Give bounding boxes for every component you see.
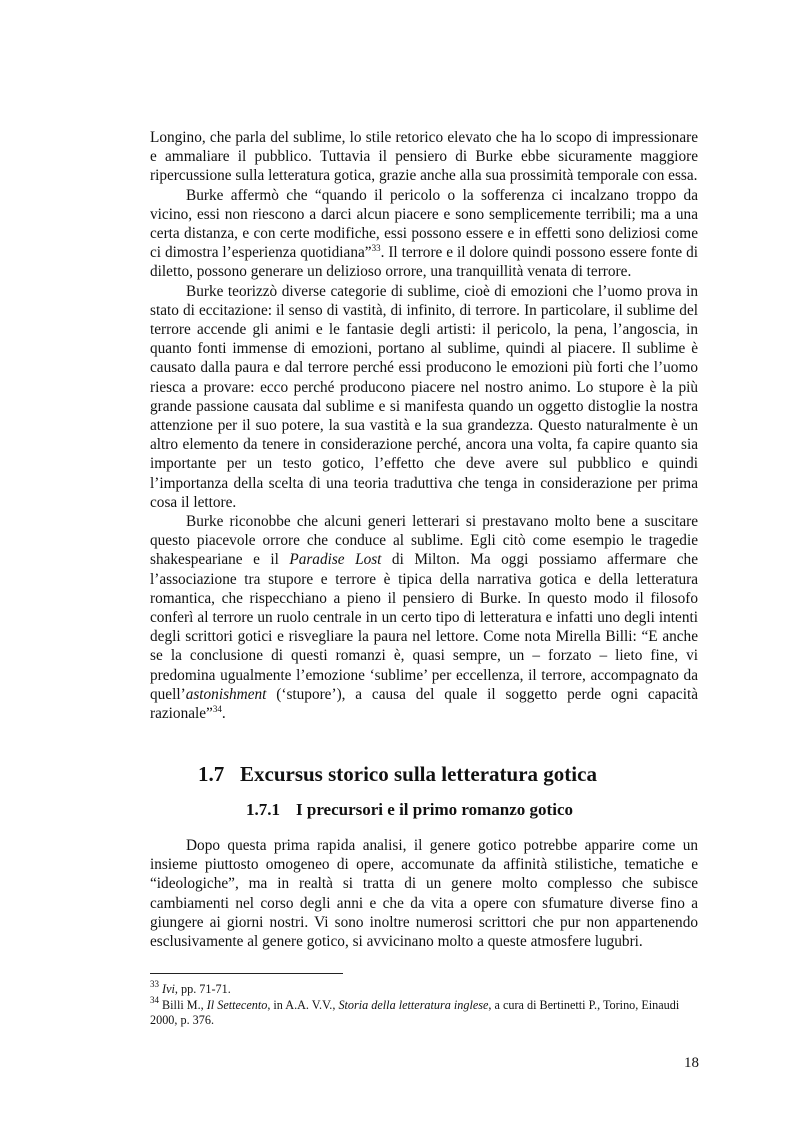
paragraph-3: Burke teorizzò diverse categorie di sublime, cioè di emozioni che l’uomo prova in stato di eccitazione: il senso di vastità, di infinito, di terrore. In particolare, il sublime del terrore accende gli animi e le fantasie degli artisti: il pericolo, la pena, l’angoscia, in quanto fonti immense di emozioni, portano al sublime, quindi al piacere. Il sublime è causato dalla paura e dal terrore perché essi producono le emozioni più forti che l’uomo riesca a provare: ecco perché producono piacere nel nostro animo. Lo stupore è la più grande passione causata dal sublime e si manifesta quando un oggetto distoglie la nostra attenzione per il suo potere, la sua vastità e la sua grandezza. Questo naturalmente è un altro elemento da tenere in considerazione perché, ancora una volta, fa capire quanto sia importante per un testo gotico, l’effetto che deve avere sul pubblico e quindi l’importanza della scelta di una teoria traduttiva che tenga in considerazione per prima cosa il lettore. [150, 282, 698, 511]
paragraph-4-part-a: Burke riconobbe che alcuni generi letterari si prestavano molto bene a suscitare questo piacevole orrore che conduce al sublime. Egli citò come esempio le tragedie shakespeariane e il [150, 513, 698, 569]
paragraph-4-end: . [221, 705, 226, 723]
footnote-separator [150, 973, 343, 974]
footnote-34-volume: Storia della letteratura inglese [338, 997, 489, 1012]
footnote-34 [150, 994, 698, 1029]
section-number: 1.7 [198, 762, 225, 786]
subsection-heading [246, 800, 573, 820]
page-number: 18 [684, 1055, 699, 1071]
paragraph-1: Longino, che parla del sublime, lo stile retorico elevato che ha lo scopo di impressionare e ammaliare il pubblico. Tuttavia il pensiero di Burke ebbe sicuramente maggiore ripercussione sulla letteratura gotica, grazie anche alla sua prossimità temporale con essa. [150, 129, 698, 185]
body-text [150, 128, 698, 723]
paragraph-2-text: Burke affermò che “quando il pericolo o la sofferenza ci incalzano troppo da vicino, essi non riescono a darci alcun piacere e sono semplicemente terribili; ma a una certa distanza, e con certe modifiche, essi possono essere e in effetti sono deliziosi come ci dimostra l’esperienza quotidiana” [150, 186, 698, 262]
footnote-33-number: 33 [150, 979, 159, 989]
footnotes [150, 979, 698, 1029]
paragraph-2-tail: . Il terrore e il dolore quindi possono essere fonte di diletto, possono generare un delizioso orrore, una tranquillità venata di terrore. [150, 244, 698, 281]
footnote-ref-34[interactable]: 34 [212, 704, 222, 715]
footnote-33-ivi: Ivi [162, 982, 175, 996]
paragraph-4-part-c: (‘stupore’), a causa del quale il soggetto perde ogni capacità razionale” [150, 685, 698, 723]
footnote-ref-33[interactable]: 33 [371, 243, 381, 254]
paragraph-5: Dopo questa prima rapida analisi, il genere gotico potrebbe apparire come un insieme piuttosto omogeneo di opere, accomunate da affinità stilistiche, tematiche e “ideologiche”, ma in realtà si tratta di un genere molto complesso che subisce cambiamenti nel corso degli anni e che da vita a opere con sfumature diverse fino a giungere ai giorni nostri. Vi sono inoltre numerosi scrittori che pur non appartenendo esclusivamente al genere gotico, si avvicinano molto a queste atmosfere lugubri. [150, 837, 698, 951]
subsection-title: I precursori e il primo romanzo gotico [296, 800, 573, 819]
astonishment-term: astonishment [185, 685, 267, 703]
footnote-33 [150, 979, 698, 998]
section-title: Excursus storico sulla letteratura gotica [240, 762, 597, 786]
paragraph-4 [150, 512, 698, 723]
paradise-lost-title: Paradise Lost [289, 551, 382, 569]
footnote-34-in: , in A.A. V.V., [267, 997, 339, 1012]
footnote-34-work: Il Settecento [206, 997, 268, 1012]
section-body [150, 836, 698, 951]
section-heading [198, 762, 597, 787]
paragraph-2 [150, 186, 698, 282]
subsection-number: 1.7.1 [246, 800, 280, 819]
footnote-34-author: Billi M., [159, 997, 207, 1012]
footnote-34-number: 34 [150, 994, 159, 1005]
footnote-34-publisher: , a cura di Bertinetti P., Torino, Einaudi 2000, p. 376. [150, 997, 680, 1027]
paragraph-4-part-b: di Milton. Ma oggi possiamo affermare che l’associazione tra stupore e terrore è tipica della narrativa gotica e della letteratura romantica, che rispecchiano a pieno il pensiero di Burke. In questo modo il filosofo conferì al terrore un ruolo centrale in un certo tipo di letteratura e infatti uno degli intenti degli scrittori gotici e risvegliare la paura nel lettore. Come nota Mirella Billi: “E anche se la conclusione di questi romanzi è, quasi sempre, un – forzato – lieto fine, vi predomina ugualmente l’emozione ‘sublime’ per eccellenza, il terrore, accompagnato da quell’ [150, 551, 698, 703]
footnote-33-text: , pp. 71-71. [174, 982, 231, 996]
